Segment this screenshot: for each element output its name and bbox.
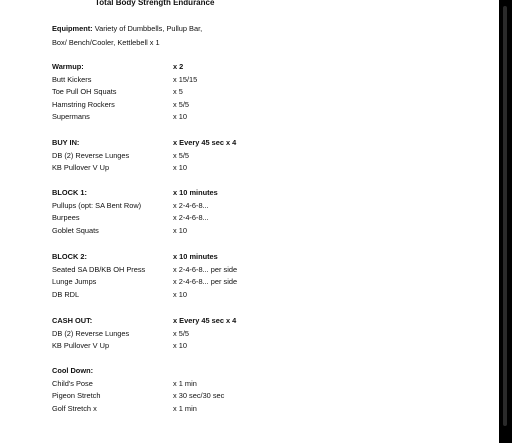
exercise-row — [52, 150, 262, 163]
exercise-name: Hamstring Rockers — [52, 99, 115, 109]
exercise-row — [52, 225, 262, 238]
exercise-row — [52, 390, 262, 403]
exercise-row — [52, 212, 262, 225]
section-cool-down — [52, 365, 262, 415]
exercise-name: Seated SA DB/KB OH Press — [52, 264, 146, 274]
section-title: Cool Down: — [52, 366, 94, 375]
exercise-name: KB Pullover V Up — [52, 163, 110, 173]
document-title: Total Body Strength Endurance — [95, 0, 215, 7]
section-cash-out — [52, 315, 262, 353]
exercise-reps: x 5/5 — [173, 328, 190, 338]
exercise-name: Golf Stretch x — [52, 403, 97, 413]
exercise-name: Child's Pose — [52, 378, 93, 388]
exercise-row — [52, 86, 262, 99]
section-block-2 — [52, 251, 262, 301]
exercise-reps: x 5 — [173, 87, 183, 97]
equipment-label: Equipment: — [52, 24, 93, 33]
section-buy-in — [52, 137, 262, 175]
exercise-reps: x 2-4-6-8... — [173, 213, 209, 223]
exercise-reps: x 30 sec/30 sec — [173, 391, 225, 401]
exercise-row — [52, 264, 262, 277]
exercise-reps: x 1 min — [173, 378, 197, 388]
exercise-row — [52, 289, 262, 302]
exercise-name: Pullups (opt: SA Bent Row) — [52, 200, 142, 210]
exercise-row — [52, 328, 262, 341]
exercise-reps: x 5/5 — [173, 99, 190, 109]
exercise-name: Pigeon Stretch — [52, 391, 101, 401]
exercise-reps: x 2-4-6-8... per side — [173, 277, 238, 287]
section-title: BLOCK 1: — [52, 188, 87, 197]
exercise-name: Lunge Jumps — [52, 277, 97, 287]
section-title: BUY IN: — [52, 138, 80, 147]
exercise-row — [52, 378, 262, 391]
exercise-name: Supermans — [52, 112, 90, 122]
exercise-reps: x 15/15 — [173, 74, 198, 84]
exercise-row — [52, 340, 262, 353]
exercise-name: DB (2) Reverse Lunges — [52, 328, 130, 338]
section-note: x 10 minutes — [173, 188, 218, 197]
exercise-reps: x 10 — [173, 225, 187, 235]
section-note: x Every 45 sec x 4 — [173, 138, 237, 147]
exercise-name: KB Pullover V Up — [52, 341, 110, 351]
section-title: BLOCK 2: — [52, 252, 87, 261]
exercise-row — [52, 200, 262, 213]
exercise-reps: x 2-4-6-8... — [173, 200, 209, 210]
exercise-reps: x 2-4-6-8... per side — [173, 264, 238, 274]
section-title: CASH OUT: — [52, 316, 93, 325]
section-title: Warmup: — [52, 62, 84, 71]
exercise-row — [52, 162, 262, 175]
exercise-reps: x 10 — [173, 112, 187, 122]
exercise-row — [52, 276, 262, 289]
exercise-reps: x 10 — [173, 341, 187, 351]
equipment-block — [52, 22, 252, 50]
exercise-name: DB (2) Reverse Lunges — [52, 150, 130, 160]
exercise-reps: x 5/5 — [173, 150, 190, 160]
exercise-row — [52, 99, 262, 112]
section-warmup — [52, 61, 262, 124]
exercise-row — [52, 74, 262, 87]
equipment-line-1: Variety of Dumbbells, Pullup Bar, — [94, 24, 203, 33]
section-note: x Every 45 sec x 4 — [173, 316, 237, 325]
section-note: x 10 minutes — [173, 252, 218, 261]
exercise-reps: x 1 min — [173, 403, 197, 413]
exercise-name: DB RDL — [52, 289, 80, 299]
section-note: x 2 — [173, 62, 184, 71]
scrollbar-thumb[interactable] — [503, 6, 507, 426]
exercise-reps: x 10 — [173, 163, 187, 173]
exercise-row — [52, 403, 262, 416]
exercise-row — [52, 111, 262, 124]
section-block-1 — [52, 187, 262, 237]
equipment-line-2: Box/ Bench/Cooler, Kettlebell x 1 — [52, 38, 160, 47]
exercise-name: Butt Kickers — [52, 74, 92, 84]
exercise-reps: x 10 — [173, 289, 187, 299]
exercise-name: Toe Pull OH Squats — [52, 87, 117, 97]
exercise-name: Goblet Squats — [52, 225, 99, 235]
exercise-name: Burpees — [52, 213, 80, 223]
